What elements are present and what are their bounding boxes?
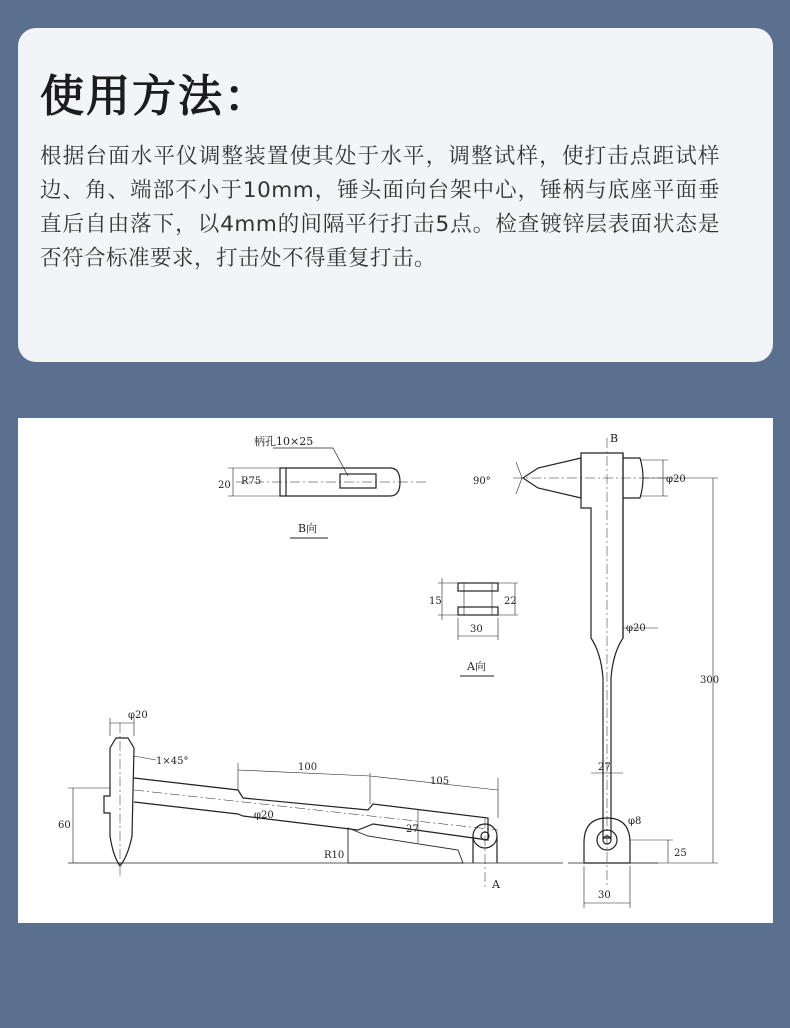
view-b-height-dim: 20: [218, 480, 231, 491]
front-view: [513, 438, 718, 908]
side-chamfer-dim: 1×45°: [156, 756, 189, 767]
side-height-dim: 60: [58, 820, 71, 831]
front-label-b: B: [610, 432, 619, 445]
view-a-right-dim: 22: [504, 596, 517, 607]
front-shaft-width-dim: 27: [598, 762, 611, 773]
view-a-width-dim: 30: [470, 624, 483, 635]
view-a-caption: A向: [467, 660, 486, 673]
view-a-left-dim: 15: [429, 596, 442, 607]
front-angle-dim: 90°: [473, 476, 491, 487]
side-label-a: A: [492, 878, 500, 891]
front-base-width-dim: 30: [598, 890, 611, 901]
side-handle-width-dim: 27: [406, 824, 419, 835]
front-shaft-dia-dim: φ20: [626, 623, 646, 634]
view-b-radius-dim: R75: [241, 476, 262, 487]
side-handle-dia-dim: φ20: [254, 810, 274, 821]
usage-title: 使用方法：: [40, 71, 270, 122]
side-seg2-dim: 105: [430, 776, 450, 787]
front-base-height-dim: 25: [674, 848, 687, 859]
view-b-hole-label: 柄孔10×25: [254, 435, 314, 448]
front-head-dia-dim: φ20: [666, 474, 686, 485]
side-view: [68, 718, 563, 888]
side-seg1-dim: 100: [298, 762, 318, 773]
usage-instructions: 根据台面水平仪调整装置使其处于水平，调整试样，使打击点距试样边、角、端部不小于10mm，锤头面向台架中心，锤柄与底座平面垂直后自由落下，以4mm的间隔平行打击5点。检查镀锌层表面状态是否符合标准要求，打击处不得重复打击。: [40, 144, 720, 271]
view-b: [228, 448, 426, 538]
front-total-dim: 300: [700, 675, 720, 686]
front-pin-dia-dim: φ8: [628, 816, 642, 827]
drawing-canvas: [18, 418, 773, 923]
technical-drawing: [18, 418, 773, 923]
view-b-caption: B向: [298, 522, 318, 535]
side-radius-dim: R10: [324, 850, 345, 861]
side-head-dia-dim: φ20: [128, 710, 148, 721]
